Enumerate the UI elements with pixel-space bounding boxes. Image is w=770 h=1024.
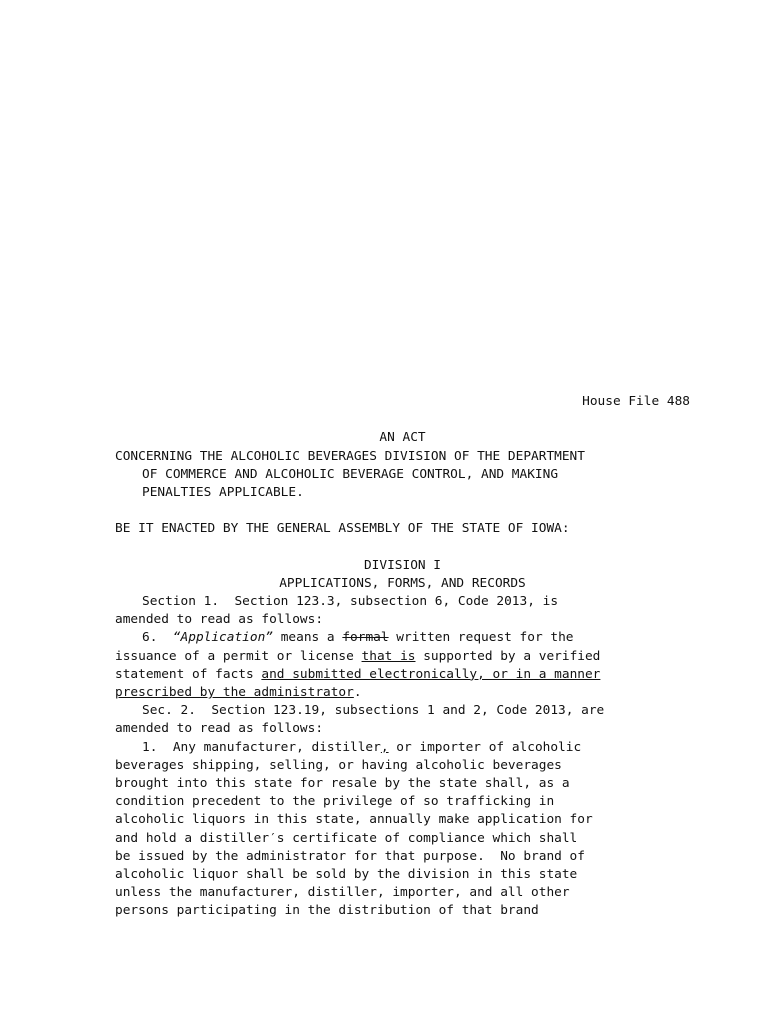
inserted-text: , <box>380 739 389 755</box>
subsection-1-line: beverages shipping, selling, or having alcoholic beverages <box>115 757 562 773</box>
subsection-1-line: alcoholic liquor shall be sold by the division in this state <box>115 866 578 882</box>
inserted-text: prescribed by the administrator <box>115 685 354 700</box>
act-title-line-1: CONCERNING THE ALCOHOLIC BEVERAGES DIVISION OF THE DEPARTMENT <box>115 448 585 464</box>
section-2-intro-cont: amended to read as follows: <box>115 721 324 737</box>
defined-term: “Application” <box>172 630 273 646</box>
text-span: statement of facts <box>115 666 262 682</box>
division-number: DIVISION I <box>363 557 442 573</box>
definition-line-3 <box>115 666 690 684</box>
text-span: means a <box>273 630 343 646</box>
subsection-1-line: unless the manufacturer, distiller, importer, and all other <box>115 885 570 901</box>
inserted-text: and submitted electronically, or in a manner <box>261 666 601 682</box>
division-heading: APPLICATIONS, FORMS, AND RECORDS <box>279 575 526 591</box>
definition-line-4 <box>115 684 690 702</box>
struck-text: formal <box>342 630 389 646</box>
subsection-number: 6. <box>142 630 173 646</box>
subsection-1-line: brought into this state for resale by the state shall, as a <box>115 775 570 791</box>
bill-text <box>115 393 690 920</box>
section-1-intro: Section 1. Section 123.3, subsection 6, Code 2013, is <box>142 594 559 610</box>
definition-line-1 <box>115 629 690 647</box>
section-2-intro: Sec. 2. Section 123.19, subsections 1 and 2, Code 2013, are <box>142 703 605 719</box>
section-1-intro-cont: amended to read as follows: <box>115 612 324 628</box>
text-span: . <box>353 685 362 700</box>
text-span: issuance of a permit or license <box>115 648 362 664</box>
subsection-1-line: alcoholic liquors in this state, annually make application for <box>115 812 593 828</box>
subsection-1-line-1 <box>115 739 690 757</box>
subsection-1-line: and hold a distiller′s certificate of compliance which shall <box>115 830 578 846</box>
enacting-clause: BE IT ENACTED BY THE GENERAL ASSEMBLY OF THE STATE OF IOWA: <box>115 521 570 537</box>
act-title-line-3: PENALTIES APPLICABLE. <box>142 484 304 500</box>
subsection-1-line: condition precedent to the privilege of so trafficking in <box>115 794 555 810</box>
definition-line-2 <box>115 648 690 666</box>
act-heading: AN ACT <box>379 430 426 446</box>
act-title-line-2: OF COMMERCE AND ALCOHOLIC BEVERAGE CONTROL, AND MAKING <box>142 466 559 482</box>
text-span: or importer of alcoholic <box>388 739 582 755</box>
subsection-1-line: persons participating in the distribution of that brand <box>115 903 539 919</box>
text-span: supported by a verified <box>415 648 601 664</box>
subsection-1-line: be issued by the administrator for that purpose. No brand of <box>115 848 585 864</box>
text-span: 1. Any manufacturer, distiller <box>142 739 381 755</box>
inserted-text: that is <box>361 648 416 664</box>
file-number: House File 488 <box>582 394 690 409</box>
text-span: written request for the <box>388 630 574 646</box>
